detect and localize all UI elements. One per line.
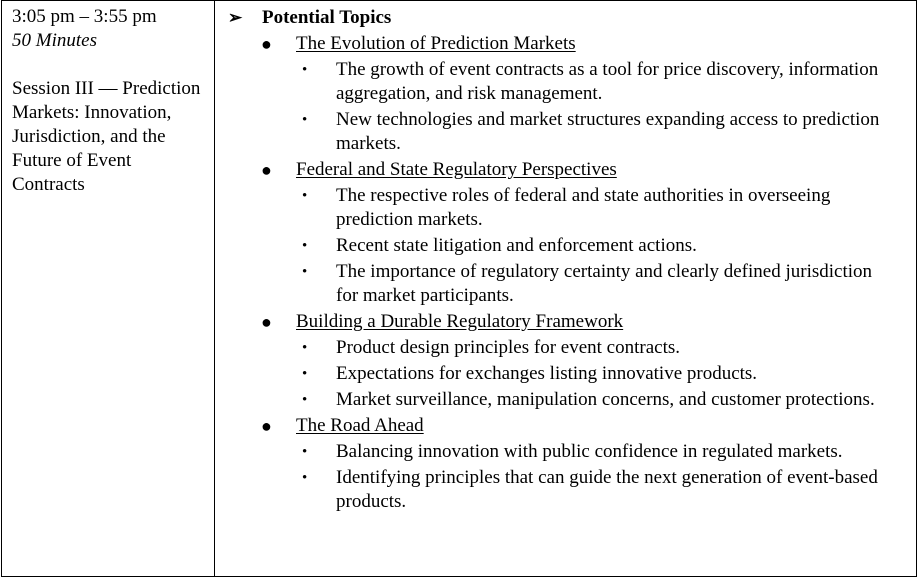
- agenda-table: [1, 0, 917, 577]
- topic-title: The Evolution of Prediction Markets: [296, 33, 576, 54]
- session-duration: 50 Minutes: [12, 30, 97, 51]
- subtopic-text: Balancing innovation with public confidence in regulated markets.: [336, 441, 843, 462]
- subtopic-text: Recent state litigation and enforcement actions.: [336, 235, 697, 256]
- bullet-icon: ●: [261, 312, 272, 332]
- subtopic-item: [228, 440, 908, 464]
- topic-item: [228, 32, 908, 56]
- bullet-icon: •: [302, 340, 308, 356]
- session-time: 3:05 pm – 3:55 pm: [12, 6, 157, 27]
- bullet-icon: •: [302, 62, 308, 78]
- subtopic-item: [228, 260, 908, 308]
- subtopic-text: The importance of regulatory certainty and clearly defined jurisdiction for market participants.: [336, 261, 873, 306]
- topic-item: [228, 158, 908, 182]
- bullet-icon: •: [302, 188, 308, 204]
- topic-title: Building a Durable Regulatory Framework: [296, 311, 624, 332]
- bullet-icon: •: [302, 366, 308, 382]
- subtopic-text: Identifying principles that can guide the next generation of event-based products.: [336, 467, 878, 512]
- topic-title: The Road Ahead: [296, 415, 424, 436]
- subtopic-item: [228, 466, 908, 514]
- bullet-icon: •: [302, 264, 308, 280]
- bullet-icon: ●: [261, 160, 272, 180]
- bullet-icon: ●: [261, 416, 272, 436]
- bullet-icon: •: [302, 444, 308, 460]
- subtopic-item: [228, 388, 908, 412]
- subtopic-text: The respective roles of federal and state authorities in overseeing prediction markets.: [336, 185, 831, 230]
- topics-cell: [228, 6, 908, 514]
- topics-heading: Potential Topics: [262, 7, 392, 28]
- subtopic-item: [228, 362, 908, 386]
- topics-heading-row: [228, 6, 908, 30]
- bullet-icon: •: [302, 392, 308, 408]
- bullet-icon: ●: [261, 34, 272, 54]
- bullet-icon: •: [302, 470, 308, 486]
- subtopic-item: [228, 336, 908, 360]
- arrow-bullet-icon: ➢: [228, 8, 243, 27]
- session-title: Session III — Prediction Markets: Innovation, Jurisdiction, and the Future of Event Contracts: [12, 78, 201, 195]
- topic-item: [228, 310, 908, 334]
- subtopic-item: [228, 184, 908, 232]
- topic-item: [228, 414, 908, 438]
- bullet-icon: •: [302, 112, 308, 128]
- bullet-icon: •: [302, 238, 308, 254]
- subtopic-text: Expectations for exchanges listing innovative products.: [336, 363, 758, 384]
- subtopic-text: The growth of event contracts as a tool for price discovery, information aggregation, and risk management.: [336, 59, 879, 104]
- subtopic-item: [228, 234, 908, 258]
- subtopic-item: [228, 58, 908, 106]
- topic-title: Federal and State Regulatory Perspectives: [296, 159, 617, 180]
- column-divider: [214, 1, 215, 576]
- subtopic-text: Market surveillance, manipulation concerns, and customer protections.: [336, 389, 875, 410]
- session-info-cell: [12, 5, 208, 197]
- subtopic-text: Product design principles for event contracts.: [336, 337, 681, 358]
- subtopic-item: [228, 108, 908, 156]
- subtopic-text: New technologies and market structures expanding access to prediction markets.: [336, 109, 880, 154]
